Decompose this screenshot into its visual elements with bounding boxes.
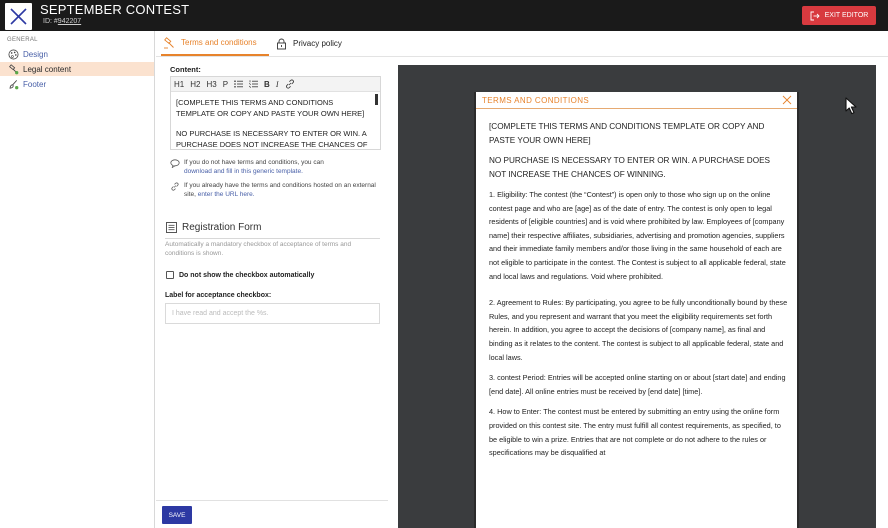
hide-checkbox-label: Do not show the checkbox automatically	[179, 271, 315, 279]
exit-editor-label: EXIT EDITOR	[824, 12, 869, 19]
url-hint-text: If you already have the terms and conditions hosted on an external site,	[184, 182, 376, 198]
mouse-cursor-icon	[845, 97, 859, 115]
template-hint-text: If you do not have terms and conditions, you can	[184, 159, 324, 166]
form-icon	[166, 222, 177, 233]
terms-paragraph: 2. Agreement to Rules: By participating, you agree to be fully unconditionally bound by these Rules, and you represent and warrant that you meet the eligibility requirements set forth herein. In addition, you agree to accept the decisions of [company name], as final and binding as it relates to the content. The contest is subject to all applicable federal, state and local laws.	[489, 298, 788, 362]
acceptance-label: Label for acceptance checkbox:	[165, 292, 272, 299]
link-icon	[170, 182, 180, 191]
h3-button[interactable]: H3	[206, 79, 217, 89]
gavel-icon	[163, 37, 175, 49]
terms-modal	[474, 92, 799, 528]
editor-scrollbar[interactable]	[375, 94, 378, 105]
tab-label: Terms and conditions	[181, 38, 257, 47]
brush-icon	[8, 79, 19, 90]
editor-paragraph: [COMPLETE THIS TERMS AND CONDITIONS TEMPLATE OR COPY AND PASTE YOUR OWN HERE]	[176, 98, 365, 118]
contest-title: SEPTEMBER CONTEST	[40, 2, 190, 17]
sidebar-item-design[interactable]	[0, 47, 154, 61]
editor-content[interactable]	[171, 92, 380, 150]
download-template-link[interactable]: download and fill in this generic template.	[184, 167, 303, 175]
sidebar-item-legal-content[interactable]	[0, 62, 154, 76]
close-icon	[5, 3, 32, 30]
h2-button[interactable]: H2	[190, 79, 201, 89]
sidebar-section-label: GENERAL	[7, 37, 38, 43]
lock-icon	[276, 38, 287, 50]
palette-icon	[8, 49, 19, 60]
terms-paragraph: NO PURCHASE IS NECESSARY TO ENTER OR WIN. A PURCHASE DOES NOT INCREASE THE CHANCES OF WINNING.	[489, 156, 771, 179]
bulleted-list-icon[interactable]	[234, 80, 243, 88]
editor-panel	[156, 58, 388, 528]
terms-paragraph: 4. How to Enter: The contest must be entered by submitting an entry using the online form provided on this contest site. The entry must fulfill all contest requirements, as specified, to be eligible to win a prize. Entries that are not complete or do not adhere to the rules or specifications may be disqualified at	[489, 407, 781, 458]
bold-button[interactable]: B	[264, 79, 270, 89]
modal-header	[476, 92, 797, 109]
registration-description: Automatically a mandatory checkbox of acceptance of terms and conditions is shown.	[165, 241, 352, 257]
numbered-list-icon[interactable]	[249, 80, 258, 88]
url-hint	[170, 182, 384, 199]
content-label: Content:	[170, 65, 201, 74]
rich-text-editor[interactable]	[170, 76, 381, 150]
exit-editor-button[interactable]	[802, 6, 876, 25]
close-icon[interactable]	[782, 95, 792, 105]
sidebar-item-label: Legal content	[23, 64, 72, 74]
top-bar	[0, 0, 888, 31]
modal-body	[476, 109, 797, 460]
terms-paragraph: [COMPLETE THIS TERMS AND CONDITIONS TEMPLATE OR COPY AND PASTE YOUR OWN HERE]	[489, 122, 765, 145]
registration-form-heading	[166, 222, 261, 233]
sidebar-item-footer[interactable]	[0, 77, 154, 91]
preview-pane	[398, 65, 876, 528]
terms-paragraph: 1. Eligibility: The contest (the “Contest”) is open only to those who sign up on the online contest page and who are [age] as of the date of entry. The contest is only open to legal residents of [eligible countries] and is void where prohibited by law. Employees of [company name] their respective affiliates, subsidiaries, advertising and promotion agencies, suppliers and their immediate family members and/or those living in the same household of each are not eligible to participate in the contest. The Contest is subject to all applicable federal, state and local laws and regulations. Void where prohibited.	[489, 190, 786, 281]
tab-privacy-policy[interactable]	[274, 31, 354, 56]
close-button[interactable]	[5, 3, 32, 30]
link-icon[interactable]	[285, 79, 295, 89]
sidebar-item-label: Footer	[23, 79, 47, 89]
divider	[165, 238, 380, 239]
gavel-icon	[8, 64, 19, 75]
contest-id-value[interactable]: 942207	[57, 18, 82, 25]
save-bar	[156, 500, 388, 528]
paragraph-button[interactable]: P	[222, 79, 229, 89]
hide-checkbox[interactable]	[166, 271, 174, 279]
terms-paragraph: 3. contest Period: Entries will be accepted online starting on or about [start date] and ending [end date]. All online entries must be received by [end date] [time].	[489, 373, 786, 396]
italic-button[interactable]: I	[275, 79, 279, 89]
tab-bar	[156, 31, 888, 57]
contest-header	[40, 2, 189, 25]
editor-toolbar	[171, 77, 380, 92]
exit-icon	[810, 11, 820, 21]
h1-button[interactable]: H1	[174, 79, 185, 89]
registration-form-title: Registration Form	[182, 222, 262, 233]
save-button[interactable]: SAVE	[162, 506, 192, 524]
tab-label: Privacy policy	[293, 39, 342, 48]
contest-id	[40, 18, 189, 25]
editor-paragraph: NO PURCHASE IS NECESSARY TO ENTER OR WIN. A PURCHASE DOES NOT INCREASE THE CHANCES OF	[176, 129, 368, 149]
enter-url-link[interactable]: enter the URL here.	[197, 190, 255, 198]
template-hint	[170, 159, 324, 176]
contest-id-prefix: ID: #	[43, 18, 58, 25]
comment-icon	[170, 159, 180, 168]
sidebar-item-label: Design	[23, 49, 48, 59]
modal-title: TERMS AND CONDITIONS	[482, 95, 590, 105]
acceptance-label-input[interactable]: I have read and accept the %s.	[165, 303, 380, 324]
hide-checkbox-option[interactable]	[166, 271, 314, 279]
tab-terms-and-conditions[interactable]	[161, 31, 269, 56]
sidebar	[0, 31, 155, 528]
